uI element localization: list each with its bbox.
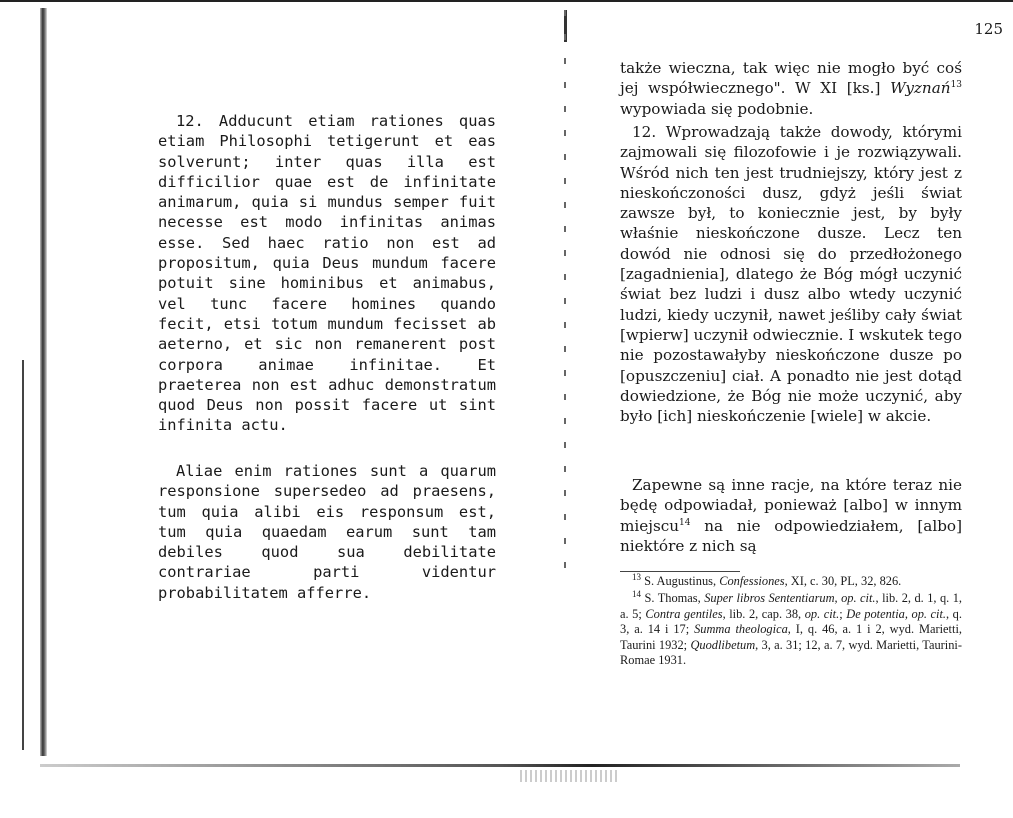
footnote-ref-14[interactable]: 14: [679, 517, 691, 528]
wyznan-title: Wyznań: [890, 79, 951, 98]
footnotes: [620, 571, 962, 670]
bottom-scan-noise: [520, 770, 620, 782]
latin-paragraph-12: 12. Adducunt etiam rationes quas etiam Philosophi tetigerunt et eas solverunt; inter quas illa est difficilior quae est de infinitate animarum, quia si mundus semper fuit necesse est modo infinitas animas esse. Sed haec ratio non est ad propositum, quia Deus mundum facere potuit sine hominibus et animabus, vel tunc facere homines quando fecit, etsi totum mundum fecisset ab aeterno, et sic non remanerent post corpora animae infinitae. Et praeterea non est adhuc demonstratum quod Deus non possit facere ut sint infinita actu.: [158, 112, 496, 435]
polish-paragraph-zapewne: Zapewne są inne racje, na które teraz nie będę odpowiadał, ponieważ [albo] w innym miejscu$^{14}$ na nie odpowiedziałem, [albo] niektóre z nich są: [620, 476, 962, 555]
footnote-13: $^{13}$ S. Augustinus, Confessiones, XI, c. 30, PL, 32, 826.: [632, 571, 902, 588]
scan-edge-top: [0, 0, 1013, 2]
footnote-14: $^{14}$ S. Thomas, Super libros Sententiarum, op. cit., lib. 2, d. 1, q. 1, a. 5; Contra gentiles, lib. 2, cap. 38, op. cit.; De potentia, op. cit., q. 3, a. 14 i 17; Summa theologica, I, q. 46, a. 1 i 2, wyd. Marietti, Taurini 1932; Quodlibetum, 3, a. 31; 12, a. 7, wyd. Marietti, Taurini-Romae 1931.: [620, 589, 963, 668]
book-gutter: [564, 10, 566, 570]
left-page-edge-line: [22, 360, 24, 750]
footnote-ref-13[interactable]: 13: [950, 80, 963, 91]
page-number: 125: [974, 20, 1003, 38]
latin-paragraph-aliae: Aliae enim rationes sunt a quarum responsione supersedeo ad praesens, tum quia alibi eis responsum est, tum quia quaedam earum sunt tam debiles quod sua debilitate contrariae parti videntur probabilitatem afferre.: [158, 462, 496, 602]
bottom-page-edge: [40, 764, 960, 767]
polish-paragraph-continuation: także wieczna, tak więc nie mogło być coś jej współwiecznego". W XI [ks.] Wyznań$^{13}$ wypowiada się podobnie.: [620, 59, 963, 118]
left-page-binding-shadow: [40, 8, 47, 756]
polish-paragraph-12: 12. Wprowadzają także dowody, którymi zajmowali się filozofowie i je rozwiązywali. Wśród nich ten jest trudniejszy, który jest z nieskończoności dusz, gdyż jeśli świat zawsze był, to koniecznie jest, by były właśnie nieskończone dusze. Lecz ten dowód nie odnosi się do przedłożonego [zagadnienia], dlatego że Bóg mógł uczynić świat bez ludzi i dusz albo wtedy uczynić ludzi, kiedy uczynił, nawet jeśliby cały świat [wpierw] uczynił odwiecznie. I wskutek tego nie pozostawałyby nieskończone dusze po [opuszczeniu] ciał. A ponadto nie jest dotąd dowiedzione, że Bóg nie może uczynić, aby było [ich] nieskończenie [wiele] w akcie.: [620, 123, 962, 426]
